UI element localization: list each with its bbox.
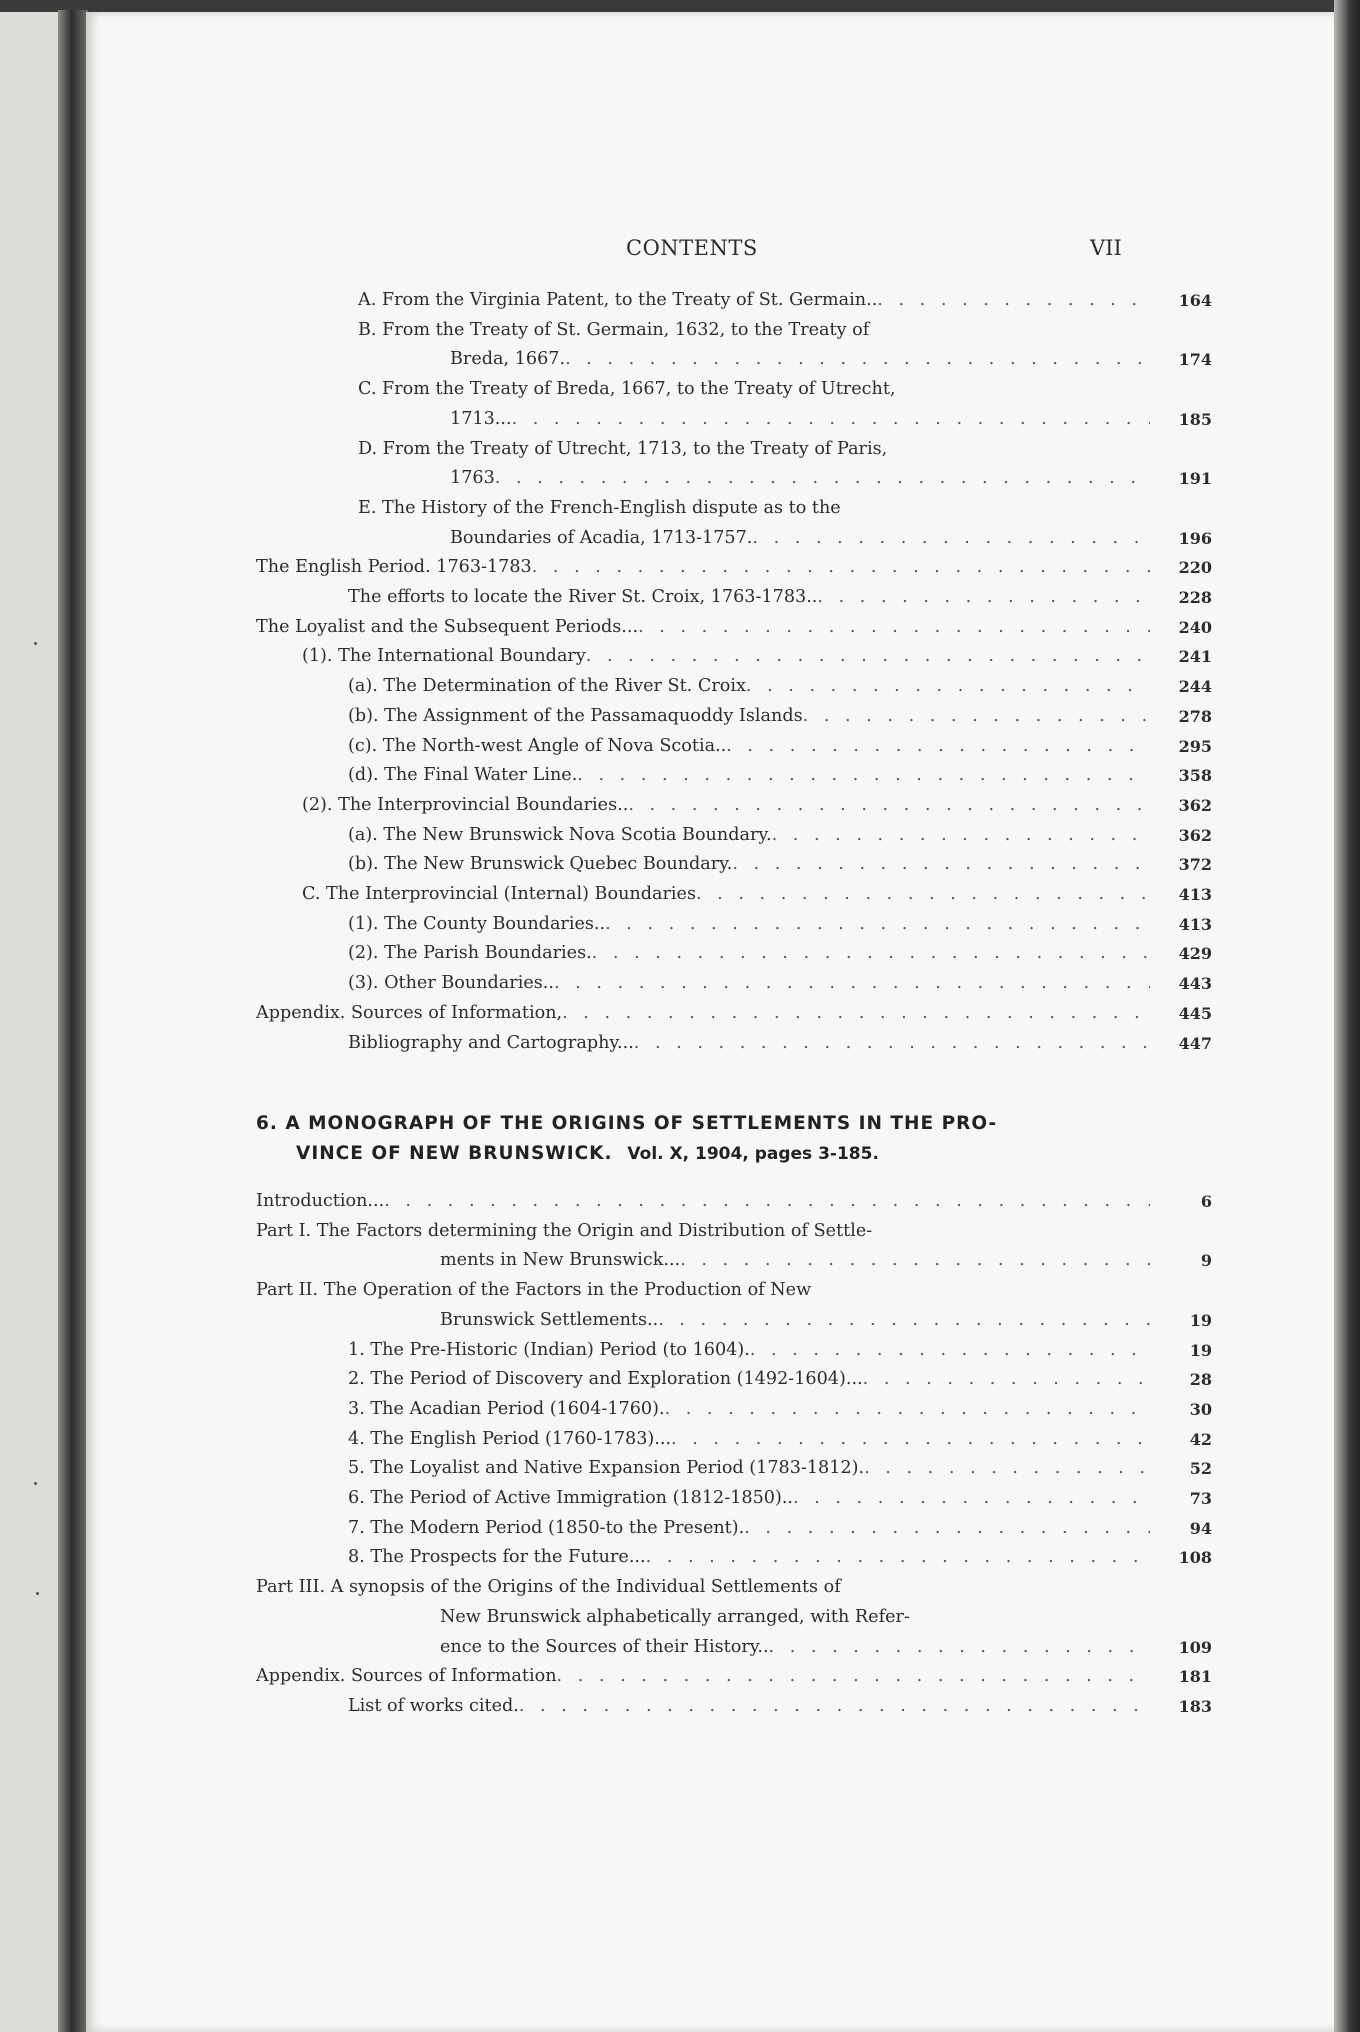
toc-entry [256,1029,1216,1059]
toc-entry-label: (2). The Parish Boundaries. [348,943,592,964]
toc-entry-label: B. From the Treaty of St. Germain, 1632, to the Treaty of [358,319,870,340]
toc-entry-label: ments in New Brunswick... [440,1250,681,1271]
toc-entry-line [348,939,1150,969]
dot-leader [726,732,1150,762]
toc-entry-line [256,1306,1150,1336]
dot-leader [532,553,1150,583]
toc-entry-line [348,761,1150,791]
toc-entry-line [348,1029,1150,1059]
toc-entry-label: (c). The North-west Angle of Nova Scotia.. [348,735,727,756]
toc-entry-label: (3). Other Boundaries.. [348,973,554,994]
toc-entry [256,1276,1216,1335]
toc-page-number: 109 [1178,1637,1212,1657]
toc-entry-line [358,524,1150,554]
toc-entry-text [256,1484,1150,1514]
dot-leader [592,939,1150,969]
toc-entry-text [256,1029,1150,1059]
toc-entry-label: 8. The Prospects for the Future... [348,1547,646,1568]
toc-entry-label: Boundaries of Acadia, 1713-1757. [450,527,753,548]
dot-leader [565,345,1150,375]
toc-page-number: 191 [1178,469,1212,489]
toc-entry-text [256,999,1150,1029]
toc-entry-text [256,880,1150,910]
dot-leader [665,1395,1150,1425]
toc-entry-label: 1713... [450,408,512,429]
toc-entry-line [348,821,1150,851]
toc-entry [256,702,1216,732]
toc-entry-line [256,1187,1150,1217]
toc-page-number: 362 [1178,825,1212,845]
dot-leader [680,1246,1150,1276]
section-heading-line2: VINCE OF NEW BRUNSWICK. [296,1143,613,1164]
toc-entry-text [256,850,1150,880]
dot-leader [732,850,1150,880]
toc-entry-text [256,583,1150,613]
toc-entry-label: New Brunswick alphabetically arranged, with Refer- [440,1606,910,1627]
toc-entry [256,1662,1216,1692]
dot-leader [634,1029,1150,1059]
toc-page-number: 228 [1178,588,1212,608]
toc-entry [256,1543,1216,1573]
toc-entry-line [256,1276,1150,1306]
toc-entry-text [256,1573,1150,1662]
toc-page-number: 362 [1178,795,1212,815]
toc-entry-line [348,850,1150,880]
toc-entry [256,1425,1216,1455]
toc-page-number: 52 [1189,1459,1212,1479]
dot-leader [772,821,1150,851]
toc-page-number: 73 [1189,1489,1212,1509]
toc-entry-text [256,494,1150,553]
toc-entry-line [256,1217,1150,1247]
toc-entry-label: E. The History of the French-English dispute as to the [358,497,841,518]
toc-entry-line [358,316,1150,346]
toc-entry-label: 7. The Modern Period (1850-to the Present). [348,1517,745,1538]
toc-entry-text [256,553,1150,583]
toc-entry-line [256,1246,1150,1276]
toc-entry-label: (a). The New Brunswick Nova Scotia Boundary. [348,824,772,845]
dot-leader [586,642,1150,672]
toc-part2 [256,1187,1216,1722]
toc-entry-line [348,672,1150,702]
toc-page-number: 278 [1178,706,1212,726]
toc-entry-text [256,791,1150,821]
page-edge [1334,0,1360,2032]
toc-entry-line [358,345,1150,375]
toc-entry [256,1573,1216,1662]
toc-entry-line [348,910,1150,940]
toc-entry-text [256,1276,1150,1335]
toc-entry-text [256,613,1150,643]
toc-entry-label: Introduction... [256,1191,385,1211]
toc-entry [256,939,1216,969]
toc-entry-label: The Loyalist and the Subsequent Periods... [256,616,639,637]
section-heading [256,1109,1216,1169]
toc-entry [256,761,1216,791]
toc-page-number: 445 [1178,1003,1212,1023]
toc-entry-label: 2. The Period of Discovery and Exploration (1492-1604)... [348,1369,863,1390]
toc-entry-label: Part III. A synopsis of the Origins of the Individual Settlements of [256,1577,841,1598]
toc-entry-line [358,494,1150,524]
toc-entry-line [348,1514,1150,1544]
dot-leader [746,672,1150,702]
toc-entry-line [348,1336,1150,1366]
toc-entry [256,732,1216,762]
toc-entry-text [256,1662,1150,1692]
dot-leader [495,464,1150,494]
toc-page-number: 164 [1178,291,1212,310]
toc-entry-label: C. From the Treaty of Breda, 1667, to the Treaty of Utrecht, [358,379,896,400]
toc-entry-label: List of works cited. [348,1695,519,1716]
toc-entry-text [256,939,1150,969]
toc-entry-line [256,999,1150,1029]
toc-entry [256,999,1216,1029]
toc-entry-text [256,1425,1150,1455]
toc-entry-label: 1. The Pre-Historic (Indian) Period (to 1604). [348,1339,750,1360]
toc-entry-label: 5. The Loyalist and Native Expansion Period (1783-1812). [348,1458,865,1479]
toc-entry-text [256,1454,1150,1484]
toc-entry-text [256,1187,1150,1217]
toc-entry-text [256,1514,1150,1544]
toc-entry-text [256,1336,1150,1366]
toc-entry [256,1365,1216,1395]
toc-entry-label: 4. The English Period (1760-1783)... [348,1428,672,1449]
toc-page-number: 429 [1178,944,1212,964]
dot-leader [512,405,1150,435]
dot-leader [863,1365,1150,1395]
toc-entry-text [256,1692,1150,1722]
toc-entry [256,1336,1216,1366]
toc-page-number: 181 [1178,1667,1212,1687]
dot-leader [554,969,1150,999]
dot-leader [696,880,1150,910]
toc-page-number: 30 [1189,1399,1212,1419]
toc-entry-line [256,1662,1150,1692]
toc-page-number: 413 [1178,914,1212,934]
toc-page-number: 9 [1200,1251,1212,1271]
dot-leader [562,999,1150,1029]
toc-entry-line [256,1603,1150,1633]
dot-leader [384,1187,1150,1217]
toc-entry-text [256,286,1150,316]
dot-leader [557,1662,1150,1692]
toc-entry-text [256,910,1150,940]
toc-page-number: 183 [1178,1696,1212,1716]
toc-entry [256,821,1216,851]
toc-entry-line [348,1365,1150,1395]
dot-leader [750,1336,1150,1366]
toc-entry [256,494,1216,553]
toc-entry-label: (1). The International Boundary [302,646,586,667]
toc-part1 [256,286,1216,1058]
toc-entry [256,1484,1216,1514]
toc-entry [256,375,1216,434]
toc-entry-line [302,880,1150,910]
toc-entry-label: C. The Interprovincial (Internal) Boundaries [302,884,696,905]
toc-entry-line [348,1454,1150,1484]
dot-leader [605,910,1150,940]
dot-leader [658,1306,1150,1336]
toc-entry-line [358,286,1150,316]
scan-speck [36,1592,39,1595]
toc-entry-line [348,1692,1150,1722]
toc-entry-label: 3. The Acadian Period (1604-1760). [348,1398,665,1419]
toc-entry-label: (1). The County Boundaries.. [348,913,606,934]
toc-entry [256,286,1216,316]
toc-entry-line [348,1425,1150,1455]
toc-entry-label: A. From the Virginia Patent, to the Treaty of St. Germain.. [358,290,878,310]
toc-entry-line [348,732,1150,762]
toc-page-number: 220 [1178,558,1212,578]
toc-entry-text [256,435,1150,494]
dot-leader [877,286,1150,316]
toc-entry-label: Part II. The Operation of the Factors in the Production of New [256,1280,812,1301]
dot-leader [577,761,1150,791]
toc-entry [256,791,1216,821]
toc-entry-line [302,642,1150,672]
toc-entry-text [256,969,1150,999]
dot-leader [671,1425,1150,1455]
toc-entry [256,1395,1216,1425]
toc-page-number: 295 [1178,736,1212,756]
toc-entry-text [256,316,1150,375]
toc-entry-line [256,1633,1150,1663]
dot-leader [752,524,1150,554]
toc-entry [256,672,1216,702]
toc-entry [256,553,1216,583]
toc-page-number: 19 [1189,1340,1212,1360]
dot-leader [803,702,1150,732]
toc-entry [256,910,1216,940]
toc-page-number: 241 [1178,647,1212,667]
toc-entry-label: 1763 [450,468,495,489]
toc-entry-label: ence to the Sources of their History.. [440,1636,769,1657]
toc-entry-label: Breda, 1667. [450,349,566,370]
toc-page-number: 413 [1178,885,1212,905]
toc-entry-line [348,1543,1150,1573]
toc-page-number: 358 [1178,766,1212,786]
toc-entry-label: (b). The Assignment of the Passamaquoddy Islands [348,705,803,726]
toc-page-number: 94 [1189,1518,1212,1538]
toc-entry [256,850,1216,880]
toc-page-number: 6 [1200,1192,1212,1211]
toc-entry-line [348,1484,1150,1514]
toc-entry [256,1454,1216,1484]
toc-entry-label: The efforts to locate the River St. Croix, 1763-1783.. [348,587,818,608]
toc-entry-line [348,969,1150,999]
toc-entry [256,583,1216,613]
dot-leader [519,1692,1150,1722]
dot-leader [646,1543,1150,1573]
toc-entry-text [256,1217,1150,1276]
toc-entry [256,1692,1216,1722]
toc-entry [256,1187,1216,1217]
toc-entry [256,435,1216,494]
toc-page-number: 185 [1178,409,1212,429]
toc-page-number: 372 [1178,855,1212,875]
toc-entry-label: D. From the Treaty of Utrecht, 1713, to the Treaty of Paris, [358,438,888,459]
dot-leader [638,613,1150,643]
toc-entry-label: (d). The Final Water Line. [348,765,578,786]
dot-leader [744,1514,1150,1544]
toc-page-number: 447 [1178,1033,1212,1053]
toc-entry-text [256,1543,1150,1573]
dot-leader [769,1633,1150,1663]
toc-entry [256,880,1216,910]
toc-entry-line [358,464,1150,494]
toc-entry-label: (a). The Determination of the River St. Croix [348,676,746,697]
toc-entry-line [358,435,1150,465]
toc-entry [256,642,1216,672]
toc-entry-text [256,1395,1150,1425]
section-volume: Vol. X, 1904, pages 3-185. [627,1144,879,1164]
toc-entry-label: (2). The Interprovincial Boundaries.. [302,794,629,815]
toc-entry [256,613,1216,643]
toc-entry-line [256,1573,1150,1603]
toc-page-number: 42 [1189,1429,1212,1449]
toc-entry-label: Brunswick Settlements.. [440,1309,659,1330]
toc-entry-text [256,702,1150,732]
toc-page-number: 244 [1178,677,1212,697]
toc-entry-text [256,821,1150,851]
scan-speck [34,642,37,645]
toc-page-number: 443 [1178,974,1212,994]
toc-entry-text [256,1365,1150,1395]
toc-entry-label: The English Period. 1763-1783 [256,557,532,578]
page-number: VII [1090,236,1122,260]
toc-page-number: 196 [1178,528,1212,548]
toc-entry-label: 6. The Period of Active Immigration (1812-1850).. [348,1488,794,1509]
dot-leader [793,1484,1150,1514]
book-binding [58,10,88,2032]
running-title: CONTENTS [626,236,758,260]
dot-leader [864,1454,1150,1484]
toc-entry-label: (b). The New Brunswick Quebec Boundary. [348,854,733,875]
toc-entry-line [348,702,1150,732]
dot-leader [628,791,1150,821]
toc-entry-line [256,613,1150,643]
toc-page-number: 19 [1189,1310,1212,1330]
toc-entry [256,969,1216,999]
toc-entry-label: Appendix. Sources of Information, [256,1002,563,1023]
toc-entry-line [358,405,1150,435]
toc-entry-text [256,732,1150,762]
scan-speck [34,1482,37,1485]
toc-page-number: 28 [1189,1370,1212,1390]
toc-entry [256,316,1216,375]
toc-entry-label: Part I. The Factors determining the Origin and Distribution of Settle- [256,1220,873,1241]
toc-entry [256,1514,1216,1544]
section-heading-line1: 6. A MONOGRAPH OF THE ORIGINS OF SETTLEMENTS IN THE PRO- [256,1113,998,1134]
toc-entry-line [302,791,1150,821]
toc-entry-label: Bibliography and Cartography... [348,1032,634,1053]
toc-page-number: 240 [1178,617,1212,637]
toc-page-number: 174 [1178,350,1212,370]
toc-entry-text [256,642,1150,672]
scan-top-border [0,0,1360,12]
toc-entry-line [348,583,1150,613]
toc-entry-line [256,553,1150,583]
toc-entry-text [256,761,1150,791]
running-header [86,236,1334,266]
book-page [86,12,1334,2032]
toc-entry-label: Appendix. Sources of Information [256,1666,557,1687]
toc-entry-line [358,375,1150,405]
toc-entry-text [256,375,1150,434]
toc-entry-line [348,1395,1150,1425]
toc-page-number: 108 [1178,1548,1212,1568]
dot-leader [817,583,1150,613]
toc-entry [256,1217,1216,1276]
toc-entry-text [256,672,1150,702]
section-heading-line2-row [256,1139,1216,1169]
